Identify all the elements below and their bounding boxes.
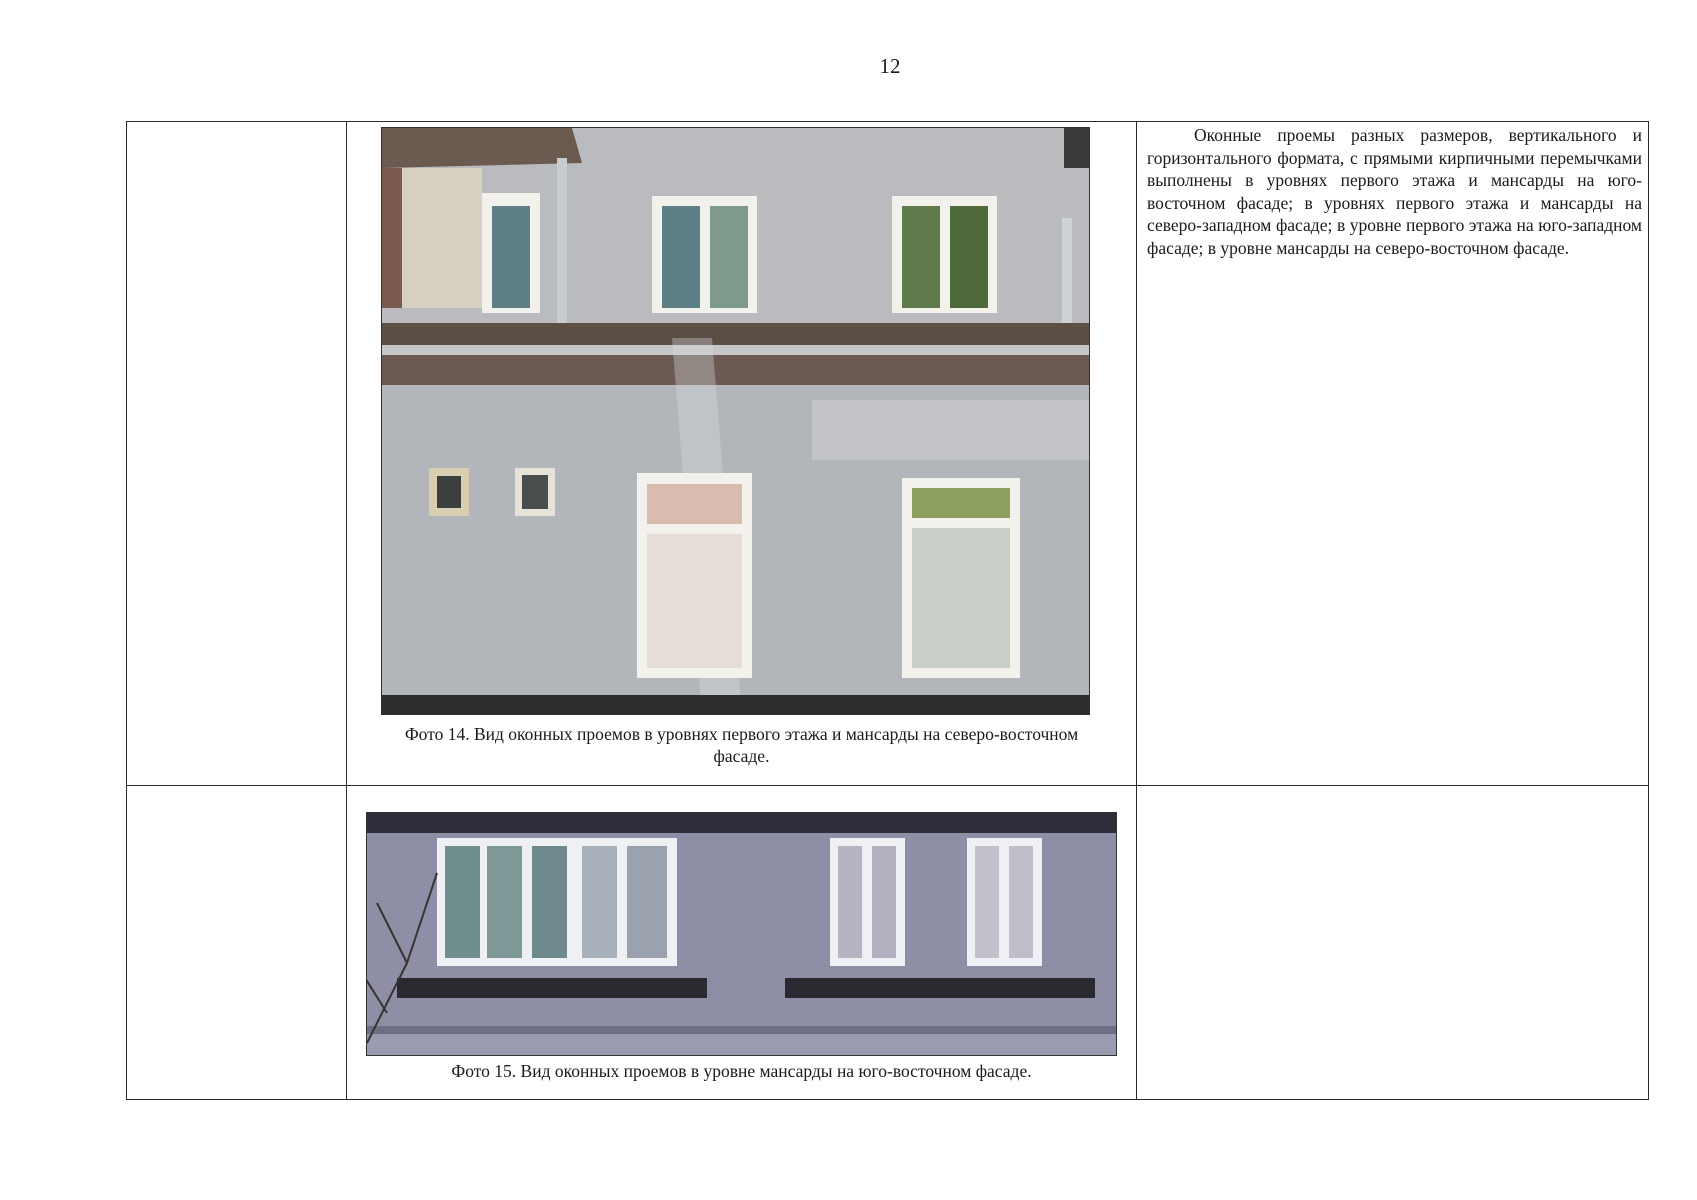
table-row xyxy=(127,122,1649,786)
empty-cell xyxy=(127,786,347,1100)
description-cell xyxy=(1137,122,1649,786)
photo-caption: Фото 14. Вид оконных проемов в уровнях первого этажа и мансарды на северо-восточном фасаде. xyxy=(404,724,1079,766)
document-table xyxy=(126,121,1649,1100)
photo-14 xyxy=(381,127,1090,715)
table-row xyxy=(127,786,1649,1100)
photo-cell xyxy=(347,122,1137,786)
photo-caption: Фото 15. Вид оконных проемов в уровне мансарды на юго-восточном фасаде. xyxy=(451,1061,1032,1081)
description-text xyxy=(1137,786,1648,788)
photo-cell xyxy=(347,786,1137,1100)
photo-15 xyxy=(366,812,1117,1056)
empty-cell xyxy=(127,122,347,786)
page-number: 12 xyxy=(879,54,901,78)
description-text: Оконные проемы разных размеров, вертикального и горизонтального формата, с прямыми кирпичными перемычками выполнены в уровнях первого этажа и мансарды на юго-восточном фасаде; в уровнях первого этажа и мансарды на северо-западном фасаде; в уровне первого этажа на юго-западном фасаде; в уровне мансарды на северо-восточном фасаде. xyxy=(1147,125,1642,258)
description-cell xyxy=(1137,786,1649,1100)
